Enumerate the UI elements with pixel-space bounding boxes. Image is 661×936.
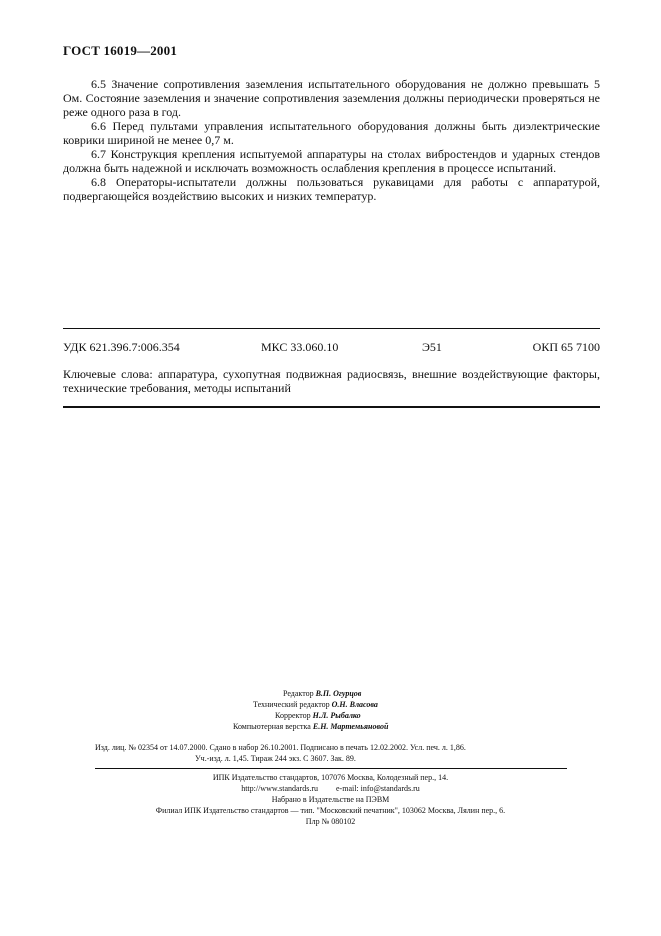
document-header: ГОСТ 16019—2001 (63, 43, 178, 58)
publisher-contacts (0, 783, 661, 794)
credit-name: В.П. Огурцов (315, 689, 362, 698)
credit-layout (233, 721, 388, 732)
imprint (95, 742, 567, 764)
body-text (63, 77, 600, 203)
divider-imprint (95, 768, 567, 769)
publisher-address: ИПК Издательство стандартов, 107076 Москва, Колодезный пер., 14. (212, 773, 449, 782)
credit-editor (283, 688, 361, 699)
credit-role: Редактор (283, 689, 314, 698)
paragraph-6-5: 6.5 Значение сопротивления заземления испытательного оборудования не должно превышать 5 Ом. Состояние заземления и значение сопротивления заземления должны периодически проверяться не реже одного раза в год. (63, 77, 600, 119)
paragraph-6-8: 6.8 Операторы-испытатели должны пользоваться рукавицами для работы с аппаратурой, подвергающейся воздействию высоких и низких температур. (63, 175, 600, 203)
group-code: Э51 (422, 340, 442, 354)
credit-tech-editor (253, 699, 378, 710)
okp-code: ОКП 65 7100 (532, 340, 600, 354)
publisher-block (0, 772, 661, 827)
publisher-typeset: Набрано в Издательстве на ПЭВМ (271, 795, 390, 804)
credit-name: Н.Л. Рыбалко (312, 711, 361, 720)
credit-role: Технический редактор (253, 700, 330, 709)
credit-name: Е.Н. Мартемьяновой (312, 722, 389, 731)
divider-bottom (63, 406, 600, 408)
publisher-website[interactable]: http://www.standards.ru (241, 784, 318, 793)
udk-code: УДК 621.396.7:006.354 (63, 340, 180, 354)
keywords: Ключевые слова: аппаратура, сухопутная подвижная радиосвязь, внешние воздействующие факторы, технические требования, методы испытаний (63, 367, 600, 395)
paragraph-6-7: 6.7 Конструкция крепления испытуемой аппаратуры на столах вибростендов и ударных стендов должна быть надежной и исключать возможность ослабления крепления в процессе испытаний. (63, 147, 600, 175)
credit-role: Компьютерная верстка (233, 722, 311, 731)
divider-top (63, 328, 600, 329)
credit-role: Корректор (275, 711, 311, 720)
paragraph-6-6: 6.6 Перед пультами управления испытательного оборудования должны быть диэлектрические коврики шириной не менее 0,7 м. (63, 119, 600, 147)
publisher-email[interactable]: e-mail: info@standards.ru (336, 784, 420, 793)
publisher-license: Плр № 080102 (305, 817, 356, 826)
imprint-line-2: Уч.-изд. л. 1,45. Тираж 244 экз. С 3607. Зак. 89. (195, 754, 356, 763)
credit-name: О.Н. Власова (331, 700, 378, 709)
imprint-line-1: Изд. лиц. № 02354 от 14.07.2000. Сдано в набор 26.10.2001. Подписано в печать 12.02.2002. Усл. печ. л. 1,86. (95, 743, 466, 752)
credit-proofreader (275, 710, 361, 721)
publisher-branch: Филиал ИПК Издательство стандартов — тип. "Московский печатник", 103062 Москва, Лялин пер., 6. (155, 806, 506, 815)
mks-code: МКС 33.060.10 (261, 340, 339, 354)
